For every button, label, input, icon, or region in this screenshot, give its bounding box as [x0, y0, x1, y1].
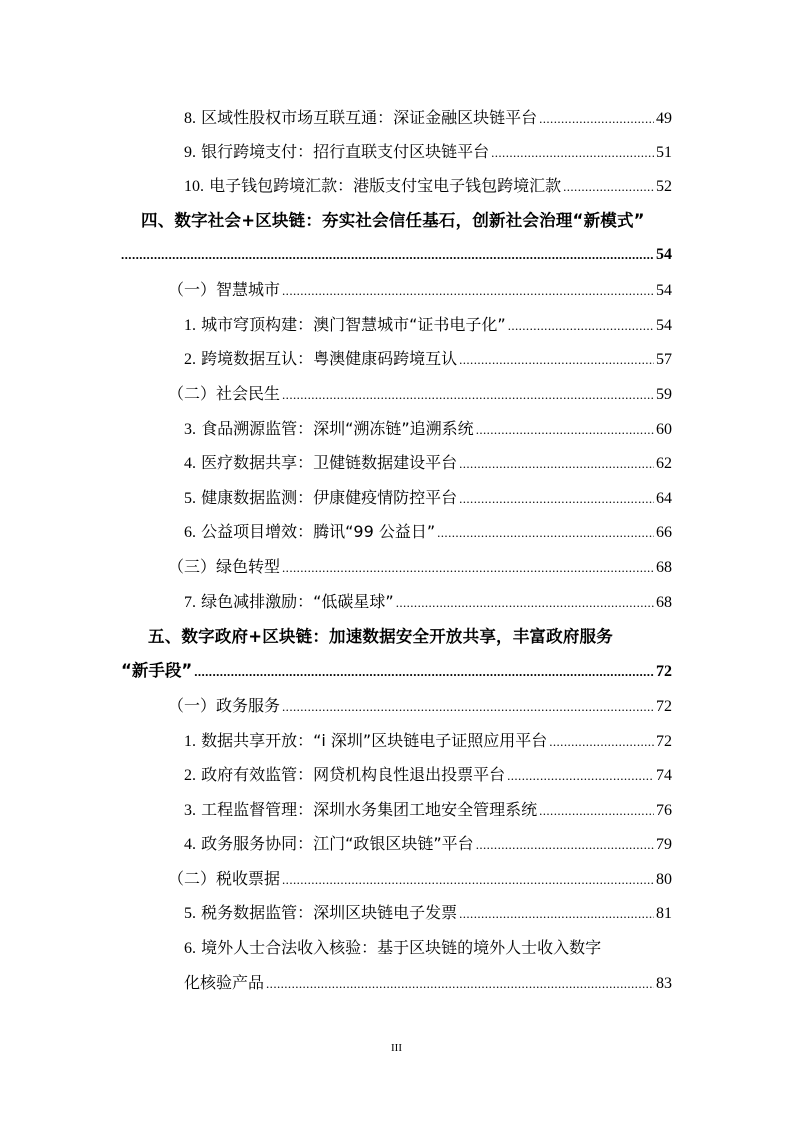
toc-page-number: 81	[656, 905, 672, 922]
dot-leader	[508, 316, 654, 336]
toc-section-green-transition[interactable]	[168, 557, 672, 578]
toc-entry-4-6[interactable]	[184, 522, 672, 543]
toc-entry-4-7[interactable]	[184, 592, 672, 613]
toc-entry-number: 5.	[184, 490, 196, 507]
dot-leader	[539, 109, 654, 129]
toc-entry-number: 5.	[184, 905, 196, 922]
toc-entry-number: 1.	[184, 733, 196, 750]
dot-leader	[282, 385, 654, 405]
toc-section-title: （二）社会民生	[168, 384, 281, 403]
toc-page-number: 54	[656, 246, 672, 263]
dot-leader	[266, 974, 654, 994]
toc-page-number: 72	[656, 663, 672, 680]
toc-entry-number: 3.	[184, 802, 196, 819]
toc-entry-number: 9.	[184, 144, 196, 161]
dot-leader	[507, 766, 654, 786]
toc-entry-number: 1.	[184, 317, 196, 334]
dot-leader	[121, 245, 654, 265]
toc-page-number: 51	[656, 144, 672, 161]
toc-entry-5-2[interactable]	[184, 765, 672, 786]
toc-entry-5-6-line2[interactable]	[184, 973, 672, 994]
toc-entry-title: 医疗数据共享：卫健链数据建设平台	[201, 453, 458, 472]
toc-chapter-4-title[interactable]: 四、数字社会+区块链：夯实社会信任基石，创新社会治理“新模式”	[141, 211, 645, 230]
toc-entry-5-6-line1[interactable]	[184, 938, 672, 959]
toc-page-number: 68	[656, 594, 672, 611]
toc-entry-4-3[interactable]	[184, 419, 672, 440]
toc-page-number: 76	[656, 802, 672, 819]
toc-page-number: 74	[656, 767, 672, 784]
toc-page-number: 68	[656, 559, 672, 576]
toc-page-number: 54	[656, 282, 672, 299]
toc-entry-5-3[interactable]	[184, 800, 672, 821]
toc-page-number: 64	[656, 490, 672, 507]
dot-leader	[194, 662, 654, 682]
toc-entry-number: 7.	[184, 594, 196, 611]
toc-entry-title: 食品溯源监管：深圳“溯冻链”追溯系统	[201, 419, 474, 438]
toc-page-number: 54	[656, 317, 672, 334]
page-number-footer: III	[391, 1042, 402, 1054]
toc-page-number: 59	[656, 386, 672, 403]
toc-entry-number: 8.	[184, 110, 196, 127]
toc-page-number: 57	[656, 351, 672, 368]
dot-leader	[282, 558, 654, 578]
dot-leader	[282, 870, 654, 890]
toc-page-number: 66	[656, 524, 672, 541]
toc-entry-title: 健康数据监测：伊康健疫情防控平台	[201, 488, 458, 507]
toc-entry-number: 6.	[184, 524, 196, 541]
toc-entry-4-5[interactable]	[184, 488, 672, 509]
toc-entry-title: 电子钱包跨境汇款：港版支付宝电子钱包跨境汇款	[209, 176, 562, 195]
toc-section-title: （二）税收票据	[168, 869, 281, 888]
toc-entry-title: 税务数据监管：深圳区块链电子发票	[201, 903, 458, 922]
dot-leader	[459, 489, 654, 509]
toc-entry-title: 公益项目增效：腾讯“99 公益日”	[201, 522, 436, 541]
toc-page-number: 72	[656, 698, 672, 715]
toc-entry-5-5[interactable]	[184, 903, 672, 924]
toc-entry-title: 绿色减排激励：“低碳星球”	[201, 592, 394, 611]
toc-entry-number: 4.	[184, 836, 196, 853]
toc-entry-number: 10.	[184, 178, 204, 195]
toc-entry-number: 6.	[184, 940, 196, 957]
dot-leader	[539, 801, 654, 821]
dot-leader	[549, 732, 654, 752]
dot-leader	[459, 350, 654, 370]
toc-entry-number: 2.	[184, 767, 196, 784]
dot-leader	[476, 420, 654, 440]
dot-leader	[282, 697, 654, 717]
toc-entry-4-1[interactable]	[184, 315, 672, 336]
toc-entry-title: 跨境数据互认：粤澳健康码跨境互认	[201, 349, 458, 368]
toc-page-number: 72	[656, 733, 672, 750]
toc-entry-title: 区域性股权市场互联互通：深证金融区块链平台	[201, 108, 538, 127]
toc-entry-10[interactable]	[184, 176, 672, 197]
toc-chapter-5-title[interactable]: 五、数字政府+区块链：加速数据安全开放共享，丰富政府服务	[148, 627, 613, 646]
toc-entry-title: 政府有效监管：网贷机构良性退出投票平台	[201, 765, 506, 784]
toc-entry-9[interactable]	[184, 142, 672, 163]
toc-section-title: （一）智慧城市	[168, 280, 281, 299]
toc-chapter-4-leader[interactable]	[121, 245, 672, 265]
toc-chapter-title-continued: “新手段”	[121, 661, 193, 680]
toc-entry-title: 城市穹顶构建：澳门智慧城市“证书电子化”	[201, 315, 506, 334]
toc-page-number: 49	[656, 110, 672, 127]
toc-page-number: 80	[656, 871, 672, 888]
toc-section-title: （一）政务服务	[168, 696, 281, 715]
toc-section-livelihood[interactable]	[168, 384, 672, 405]
toc-entry-number: 4.	[184, 455, 196, 472]
dot-leader	[282, 281, 654, 301]
toc-entry-title-continued: 化核验产品	[184, 973, 265, 992]
dot-leader	[491, 143, 654, 163]
dot-leader	[437, 523, 654, 543]
dot-leader	[396, 593, 654, 613]
dot-leader	[459, 454, 654, 474]
toc-entry-5-4[interactable]	[184, 834, 672, 855]
toc-section-smart-city[interactable]	[168, 280, 672, 301]
toc-entry-number: 2.	[184, 351, 196, 368]
toc-page-number: 83	[656, 975, 672, 992]
dot-leader	[476, 835, 654, 855]
toc-entry-8[interactable]	[184, 108, 672, 129]
toc-entry-title: 银行跨境支付：招行直联支付区块链平台	[201, 142, 490, 161]
toc-section-government-services[interactable]	[168, 696, 672, 717]
toc-entry-title: 境外人士合法收入核验：基于区块链的境外人士收入数字	[201, 938, 602, 957]
toc-entry-title: 工程监督管理：深圳水务集团工地安全管理系统	[201, 800, 538, 819]
dot-leader	[459, 904, 654, 924]
toc-entry-4-2[interactable]	[184, 349, 672, 370]
toc-entry-title: 数据共享开放：“i 深圳”区块链电子证照应用平台	[201, 731, 548, 750]
toc-entry-number: 3.	[184, 421, 196, 438]
toc-chapter-5-second-line[interactable]	[121, 661, 672, 682]
toc-page-number: 60	[656, 421, 672, 438]
toc-page-number: 62	[656, 455, 672, 472]
toc-page-number: 52	[656, 178, 672, 195]
dot-leader	[563, 177, 654, 197]
toc-entry-4-4[interactable]	[184, 453, 672, 474]
toc-entry-5-1[interactable]	[184, 731, 672, 752]
toc-section-tax-receipts[interactable]	[168, 869, 672, 890]
toc-section-title: （三）绿色转型	[168, 557, 281, 576]
toc-page-number: 79	[656, 836, 672, 853]
toc-entry-title: 政务服务协同：江门“政银区块链”平台	[201, 834, 474, 853]
